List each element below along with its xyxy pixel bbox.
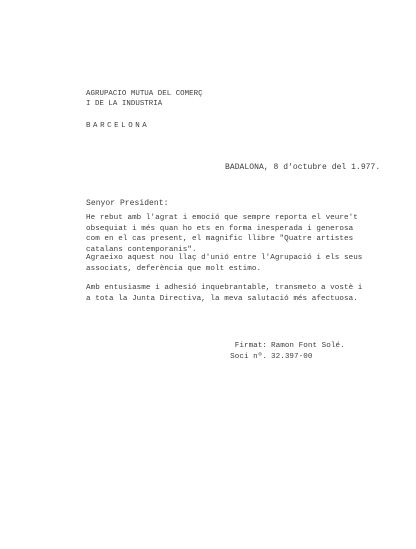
paragraph-2-line-2: associats, deferència que molt estimo. (86, 264, 262, 273)
signature-block (219, 341, 345, 363)
signed-row (219, 341, 345, 352)
paragraph-3-line-1: Amb entusiasme i adhesió inquebrantable, transmeto a vostè i (86, 284, 363, 292)
paragraph-3 (86, 283, 362, 304)
recipient-line-2: I DE LA INDUSTRIA (86, 100, 163, 108)
recipient-city: BARCELONA (86, 122, 150, 130)
member-number: 32.397-00 (271, 353, 313, 361)
signed-label: Firmat: (234, 342, 267, 350)
paragraph-1-line-4: catalans contemporanis". (86, 245, 197, 254)
salutation: Senyor President: (86, 199, 169, 208)
paragraph-3-line-2: a tota la Junta Directiva, la meva salutació més afectuosa. (86, 294, 358, 303)
paragraph-2 (86, 253, 362, 274)
paragraph-1 (86, 213, 358, 255)
paragraph-1-line-1: He rebut amb l'agrat i emoció que sempre reporta el veure't (86, 214, 358, 222)
member-label: Soci nº. (230, 353, 267, 361)
recipient-line-1: AGRUPACIO MUTUA DEL COMERÇ (86, 90, 203, 98)
paragraph-1-line-2: obsequiat i més quan ho ets en forma inesperada i generosa (86, 224, 354, 233)
letter-date: BADALONA, 8 d'octubre del 1.977. (225, 163, 381, 172)
recipient-block (86, 89, 203, 109)
signed-name: Ramon Font Solé. (271, 342, 345, 350)
paragraph-1-line-3: com en el cas present, el magnific llibre "Quatre artistes (86, 235, 354, 244)
paragraph-2-line-1: Agraeixo aquest nou llaç d'unió entre l'Agrupació i els seus (86, 254, 363, 262)
member-row (219, 352, 345, 363)
